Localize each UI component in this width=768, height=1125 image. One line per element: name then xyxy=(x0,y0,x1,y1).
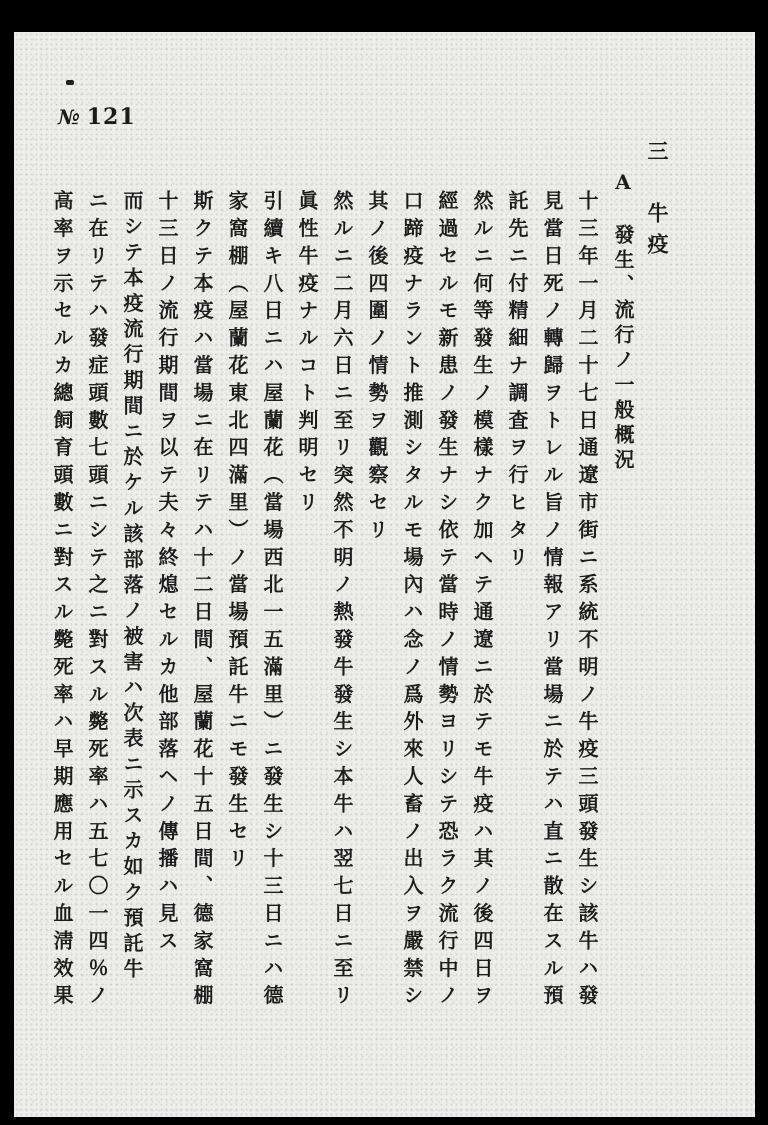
text-column: 而シテ本疫流行期間ニ於ケル該部落ノ被害ハ次表ニ示スカ如ク預託牛 xyxy=(120,190,144,984)
subheading: A 發生、流行ノ一般概況 xyxy=(611,170,635,474)
page-number xyxy=(58,104,136,130)
document-page xyxy=(14,32,755,1117)
ink-mark xyxy=(66,80,74,85)
text-column: 斯クテ本疫ハ當場ニ在リテハ十二日間、屋蘭花十五日間、德家窩棚 xyxy=(190,190,214,1012)
text-column: 十三年一月二十七日通遼市街ニ系統不明ノ牛疫三頭發生シ該牛ハ發 xyxy=(575,190,599,1012)
text-column: 其ノ後四圍ノ情勢ヲ觀察セリ xyxy=(365,190,389,547)
text-column: 然ルニ何等發生ノ模樣ナク加ヘテ通遼ニ於テモ牛疫ハ其ノ後四日ヲ xyxy=(470,190,494,1012)
text-column: 引續キ八日ニハ屋蘭花（當場西北一五滿里）ニ發生シ十三日ニハ德 xyxy=(260,190,284,1012)
text-column: 託先ニ付精細ナ調査ヲ行ヒタリ xyxy=(505,190,529,574)
text-column: 十三日ノ流行期間ヲ以テ夫々終熄セルカ他部落ヘノ傳播ハ見ス xyxy=(155,190,179,958)
text-column: 高率ヲ示セルカ總飼育頭數ニ對スル斃死率ハ早期應用セル血淸效果 xyxy=(50,190,74,1012)
text-column: ニ在リテハ發症頭數七頭ニシテ之ニ對スル斃死率ハ五七〇一四％ノ xyxy=(85,190,109,1012)
page-number-value: 121 xyxy=(86,104,136,130)
section-heading: 三 牛疫 xyxy=(645,140,670,264)
text-column: 見當日死ノ轉歸ヲトレル旨ノ情報アリ當場ニ於テハ直ニ散在スル預 xyxy=(540,190,564,1012)
text-column: 家窩棚（屋蘭花東北四滿里）ノ當場預託牛ニモ發生セリ xyxy=(225,190,249,875)
text-column: 眞性牛疫ナルコト判明セリ xyxy=(295,190,319,519)
text-column: 口蹄疫ナラント推測シタルモ場內ハ念ノ爲外來人畜ノ出入ヲ嚴禁シ xyxy=(400,190,424,1012)
text-column: 經過セルモ新患ノ發生ナシ依テ當時ノ情勢ヨリシテ恐ラク流行中ノ xyxy=(435,190,459,1012)
page-number-prefix: № xyxy=(58,105,81,129)
text-column: 然ルニ二月六日ニ至リ突然不明ノ熱發牛發生シ本牛ハ翌七日ニ至リ xyxy=(330,190,354,1012)
